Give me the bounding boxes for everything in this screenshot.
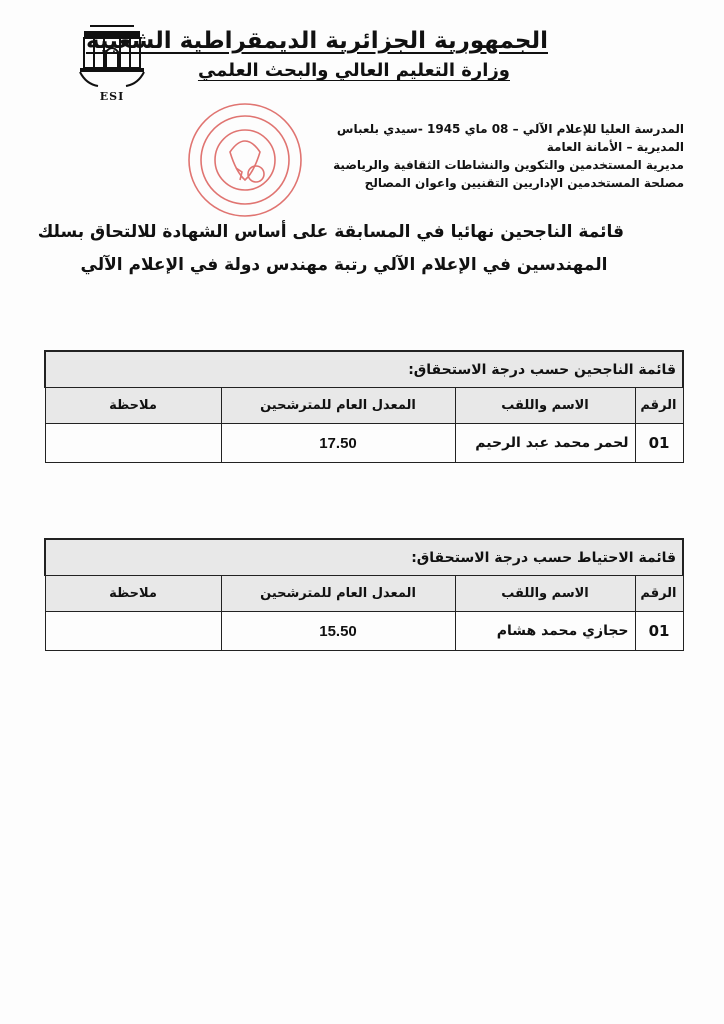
column-header-average: المعدل العام للمترشحين xyxy=(221,388,455,424)
admin-line: مديرية المستخدمين والتكوين والنشاطات الثقافية والرياضية xyxy=(333,158,684,172)
column-header-num: الرقم xyxy=(635,388,683,424)
admin-line: المديرية – الأمانة العامة xyxy=(546,140,684,154)
official-stamp xyxy=(170,100,320,220)
successful-candidates-table xyxy=(44,350,684,463)
admin-line: المدرسة العليا للإعلام الآلي – 08 ماي 1945 -سيدي بلعباس xyxy=(336,122,684,136)
candidate-note xyxy=(45,612,221,651)
column-header-note: ملاحظة xyxy=(45,388,221,424)
candidate-note xyxy=(45,424,221,463)
candidate-average: 15.50 xyxy=(221,612,455,651)
column-header-name: الاسم واللقب xyxy=(455,576,635,612)
column-header-name: الاسم واللقب xyxy=(455,388,635,424)
table-row xyxy=(45,424,683,463)
column-header-num: الرقم xyxy=(635,576,683,612)
admin-line: مصلحة المستخدمين الإداريين التقنيين واعوان المصالح xyxy=(364,176,684,190)
candidate-name: حجازي محمد هشام xyxy=(455,612,635,651)
candidate-average: 17.50 xyxy=(221,424,455,463)
table-caption: قائمة الاحتياط حسب درجة الاستحقاق: xyxy=(45,539,683,576)
row-number: 01 xyxy=(635,424,683,463)
ministry-title: وزارة التعليم العالي والبحث العلمي xyxy=(197,60,510,81)
document-title-line2: المهندسين في الإعلام الآلي رتبة مهندس دولة في الإعلام الآلي xyxy=(80,255,608,275)
candidate-name: لحمر محمد عبد الرحيم xyxy=(455,424,635,463)
reserve-candidates-table xyxy=(44,538,684,651)
row-number: 01 xyxy=(635,612,683,651)
document-title-line1: قائمة الناجحين نهائيا في المسابقة على أساس الشهادة للالتحاق بسلك xyxy=(37,222,624,242)
table-caption: قائمة الناجحين حسب درجة الاستحقاق: xyxy=(45,351,683,388)
republic-title: الجمهورية الجزائرية الديمقراطية الشعبية xyxy=(85,28,548,54)
logo-text: ESI xyxy=(99,90,125,103)
column-header-note: ملاحظة xyxy=(45,576,221,612)
administration-block xyxy=(333,120,684,192)
column-header-average: المعدل العام للمترشحين xyxy=(221,576,455,612)
table-row xyxy=(45,612,683,651)
